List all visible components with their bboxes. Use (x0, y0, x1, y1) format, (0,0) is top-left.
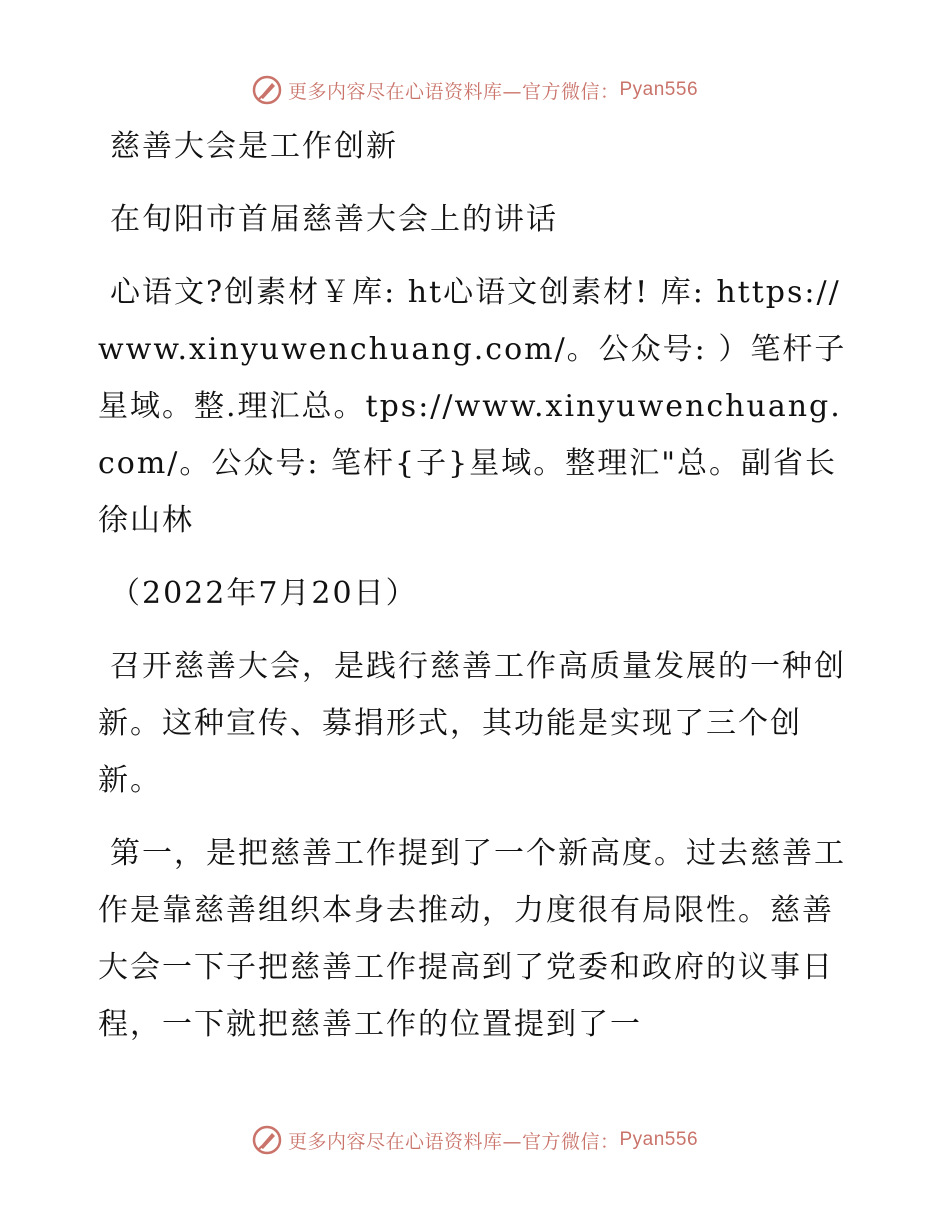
paragraph-1: 召开慈善大会，是践行慈善工作高质量发展的一种创新。这种宣传、募捐形式，其功能是实现了三个创新。 (98, 649, 846, 798)
banner-wechat-id: Pyan556 (619, 1129, 699, 1150)
speech-date: （2022年7月20日） (110, 576, 418, 611)
quill-logo-icon (252, 75, 282, 105)
document-title: 慈善大会是工作创新 (110, 129, 398, 164)
banner-text: 更多内容尽在心语资料库—官方微信： (287, 1130, 620, 1153)
footer-watermark-banner (0, 1120, 950, 1160)
header-watermark-banner (0, 70, 950, 110)
source-note: 心语文?创素材￥库: ht心语文创素材! 库: https://www.xinyuwenchuang.com/。公众号: ）笔杆子星域。整.理汇总。tps://www.xinyuwenchuang.com/。公众号: 笔杆{子}星域。整理汇"总。副省长 徐山林 (98, 275, 870, 538)
banner-wechat-id: Pyan556 (619, 79, 699, 100)
paragraph-2: 第一，是把慈善工作提到了一个新高度。过去慈善工作是靠慈善组织本身去推动，力度很有局限性。慈善大会一下子把慈善工作提高到了党委和政府的议事日程，一下就把慈善工作的位置提到了一 (98, 836, 846, 1042)
banner-text: 更多内容尽在心语资料库—官方微信： (287, 80, 620, 103)
quill-logo-icon (252, 1125, 282, 1155)
document-subtitle: 在旬阳市首届慈善大会上的讲话 (110, 202, 558, 237)
document-body (98, 118, 870, 1069)
